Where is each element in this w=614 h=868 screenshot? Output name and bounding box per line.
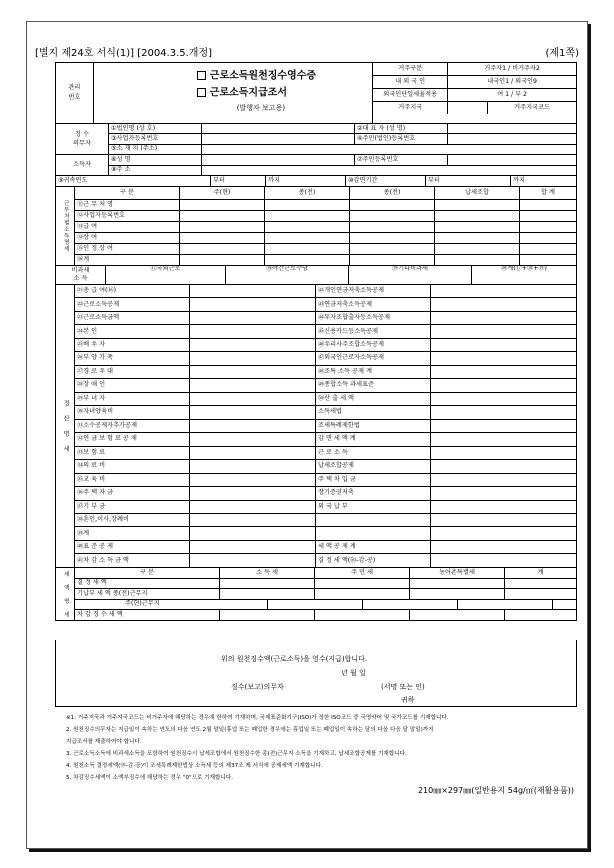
calc-row-label: 근 로 소 득	[318, 448, 348, 456]
earner-label: 소득자	[73, 160, 91, 168]
tax-table: 구 분 소 득 세 주 민 세 농어촌특별세 계 결 정 세 액 기납부 세 액 종(전)근무지 주(현)근무지 차 감 징 수 세 액	[74, 568, 576, 620]
calc-row-label: ㊴계	[77, 529, 90, 537]
note-line: 4. 원천소득 결정세액(㊿-감-공)이 조세특례제한법상 소득세 등의 제37조 제 서식에 공제세액 기재합니다.	[66, 763, 323, 769]
checkbox-icon[interactable]	[197, 71, 206, 80]
calc-row-value[interactable]	[189, 541, 315, 553]
declaration-sign: (서명 또는 인)	[381, 683, 425, 691]
calc-row-label: 납세조합공제	[318, 462, 354, 470]
calc-row-value[interactable]	[430, 514, 576, 526]
calc-row-label: 소득세법	[318, 408, 342, 416]
note-line: 5. 차감징수세액이 소액부징수에 해당하는 경우 "0"으로 기재합니다.	[66, 775, 233, 781]
calc-row-label: ㉒근로소득공제	[77, 300, 120, 308]
form-header-left: [별지 제24호 서식(1)] [2004.3.5.개정]	[35, 48, 213, 59]
calc-row-value[interactable]	[189, 487, 315, 499]
calc-row-label: ㊶차 감 소 득 금 액	[77, 556, 129, 564]
receipt-form: 관리 번호 근로소득원천징수영수증 근로소득지급조서 (발행자 보고용) 거주구분 거주자1 / 비거주자2 내 외 국 인 내국인1 / 외국인9 외국인단일세율적용 여 1 / 부 2 거주지국 거주지국코드 징 수 의무자 ①법인명 (상 호) ②대 표 자 (성 명) ③사업자등록번호 ④주민(법인)등록번호 ⑤소 재 지 (주소) 소득자 ⑥성 명 ⑦주민등록번호 ⑧주 소 ⑨귀속연도 부터 까지 ⑩감면기간 부터 까지 근무처별소득명세 구 분 주(현) 종(전) 종(전) 납세조합 합 계 ⑪근 무 처 명 ⑫사업자등록번호 ⑬급 여 ⑭상 여 ⑮인 정 상 여 ⑯계 비과세 소 득 ⑰국외근로 ⑱야간근로수당 ⑲기타비과세 ⑳계(⑰+⑱+⑲) 정 산 명 세 ㉑총 급 여(⑯) ㉒근로소득공제 ㉓근로소득금액 ㉔본 인 ㉕배 우 자 ㉖부 양 가 족 ㉗경 로 우 대 ㉘장 애 인 ㉙부 녀 자 ㉚자녀양육비 ㉛소수공제자추가공제 ㉜연 금 보 험 료 공 제 ㉝보 험 료 ㉞의 료 비 ㉟교 육 비 ㊱주 택 자 금 ㊲기 부 금 ㊳혼인,이사,장례비 ㊴계 ㊵표 준 공 제 ㊶차 감 소 득 금 액 ㊷개인연금저축소득공제 ㊸연금저축소득공제 ㊹투자조합출자등소득공제 ㊺신용카드등소득공제 ㊻우리사주조합소득공제 ㊼외국인근로자소득공제 ㊽조특 소득 공제 계 ㊾종합소득 과세표준 ㊿산 출 세 액 소득세법 조세특례제한법 감 면 세 액 계 근 로 소 득 납세조합공제 주 택 차 입 금 장기증권저축 외 국 납 부 세 액 공 제 계 결 정 세 액(㊿-감-공) 세 액 명 세 구 분 소 득 세 주 민 세 농어촌특별세 계 결 정 세 액 기납부 세 액 종(전)근무지 주(현)근무지 차 감 징 수 세 액	[55, 62, 577, 621]
calc-row-value[interactable]	[189, 366, 315, 378]
calc-row-label: ㉕배 우 자	[77, 341, 106, 348]
calc-row-label: ㉘장 애 인	[77, 381, 106, 389]
calc-row-value[interactable]	[430, 312, 576, 324]
paper-spec: 210㎜×297㎜(일반용지 54g/㎡(재활용품))	[417, 786, 574, 795]
calc-row-label: ㊷개인연금저축소득공제	[318, 287, 384, 295]
calc-row-label: 감 면 세 액 계	[318, 435, 356, 443]
calc-row-label	[316, 527, 430, 539]
note-line: 2. 원천징수의무자는 지급일이 속하는 연도의 다음 연도 2월 말일(휴업 또는 폐업한 경우에는 휴업일 또는 폐업일이 속하는 달의 다음 다음 달 말일)까지	[66, 727, 434, 733]
calc-right-column	[315, 285, 576, 567]
calc-row-value[interactable]	[430, 554, 576, 566]
note-line: ※1. 거주지국과 거주지국코드는 비거주자에 해당하는 경우에 한하여 기재하며, 국제표준화기구(ISO)가 정한 ISO코드 중 국명약어 및 국가코드를 기재합니다.	[66, 715, 449, 721]
work-table: 구 분 주(현) 종(전) 종(전) 납세조합 합 계 ⑪근 무 처 명 ⑫사업자등록번호 ⑬급 여 ⑭상 여 ⑮인 정 상 여 ⑯계	[74, 187, 576, 265]
calc-row-label: ㉑총 급 여(⑯)	[77, 287, 117, 295]
calc-row-value[interactable]	[430, 339, 576, 351]
notes	[66, 712, 576, 784]
calc-row-label: ㉜연 금 보 험 료 공 제	[77, 435, 137, 443]
calc-row-value[interactable]	[430, 393, 576, 405]
calc-row-value[interactable]	[189, 554, 315, 566]
declaration-line: 위의 원천징수액(근로소득)을 영수(지급)합니다.	[221, 655, 368, 663]
calc-row-label: 장기증권저축	[318, 489, 354, 497]
calc-row-value[interactable]	[189, 379, 315, 391]
calc-row-value[interactable]	[189, 393, 315, 405]
calc-row-label: ㊻우리사주조합소득공제	[318, 341, 384, 348]
calc-row-value[interactable]	[189, 447, 315, 459]
calc-row-label: ㊿산 출 세 액	[318, 394, 354, 402]
calc-row-label: ㊸연금저축소득공제	[318, 300, 373, 308]
admin-number-label: 관리 번호	[68, 84, 81, 101]
calc-row-value[interactable]	[430, 298, 576, 310]
calc-row-value[interactable]	[189, 514, 315, 526]
calc-row-label: 주 택 차 입 금	[318, 475, 356, 483]
calc-row-label: ㊵표 준 공 제	[77, 543, 113, 551]
calc-row-value[interactable]	[189, 460, 315, 472]
calc-row-label: 조세특례제한법	[318, 421, 360, 429]
calc-row-label: ㉓근로소득금액	[77, 314, 120, 322]
calc-row-value[interactable]	[189, 433, 315, 445]
checkbox-icon[interactable]	[197, 88, 206, 97]
calc-row-label: ㉔본 인	[77, 327, 98, 335]
calc-row-label: ㊽조특 소득 공제 계	[318, 367, 372, 375]
calc-row-label: ㊾종합소득 과세표준	[318, 381, 374, 389]
form-header-right: (제1쪽)	[545, 48, 579, 59]
calc-row-value[interactable]	[189, 298, 315, 310]
calc-row-label: ㊲기 부 금	[77, 502, 106, 510]
calc-left-column	[74, 285, 315, 567]
calc-row-value[interactable]	[430, 474, 576, 486]
title-note: (발행자 보고용)	[236, 104, 286, 112]
tax-section-label: 세 액 명 세	[62, 570, 69, 618]
title-withholding-receipt: 근로소득원천징수영수증	[197, 71, 316, 82]
declaration-date: 년 월 일	[341, 669, 366, 677]
calc-row-value[interactable]	[430, 420, 576, 432]
calc-row-value[interactable]	[430, 460, 576, 472]
note-line: 지급조서를 제출하여야 합니다.	[66, 739, 142, 745]
calc-row-value[interactable]	[189, 501, 315, 513]
calc-row-value[interactable]	[189, 406, 315, 418]
calc-row-label	[316, 514, 430, 526]
calc-row-label: ㉗경 로 우 대	[77, 367, 113, 375]
calc-row-value[interactable]	[430, 352, 576, 364]
calc-row-label: ㊳혼인,이사,장례비	[77, 516, 129, 524]
calc-row-label: ㉖부 양 가 족	[77, 354, 113, 362]
note-line: 3. 근로소득소득에 비과세소득을 포함하여 원천징수시 납세조합에서 원천징수한 종(전)근무지 소득을 기재하고, 납세조합공제를 기재합니다.	[66, 751, 407, 757]
calc-row-label: 외 국 납 부	[318, 502, 348, 510]
calc-row-value[interactable]	[430, 406, 576, 418]
calc-row-value[interactable]	[430, 285, 576, 297]
calc-row-value[interactable]	[430, 527, 576, 539]
calc-row-value[interactable]	[430, 501, 576, 513]
calc-row-value[interactable]	[430, 487, 576, 499]
calc-row-value[interactable]	[430, 433, 576, 445]
calc-row-label: ㉞의 료 비	[77, 462, 106, 470]
declaration-recipient: 귀하	[401, 696, 415, 704]
work-section-label: 근무처별소득명세	[62, 200, 69, 252]
calc-row-value[interactable]	[189, 474, 315, 486]
declaration-payer: 징수(보고)의무자	[231, 683, 284, 691]
calc-row-label: ㉚자녀양육비	[77, 408, 114, 416]
calc-row-label: ㊼외국인근로자소득공제	[318, 354, 384, 362]
calc-row-label: 세 액 공 제 계	[318, 543, 356, 551]
calc-row-label: ㊱주 택 자 금	[77, 489, 113, 497]
calc-row-value[interactable]	[189, 352, 315, 364]
calc-row-value[interactable]	[430, 541, 576, 553]
calc-row-label: ㉙부 녀 자	[77, 394, 106, 402]
title-payment-statement: 근로소득지급조서	[197, 88, 287, 99]
calc-row-value[interactable]	[189, 325, 315, 337]
calc-row-label: ㊺신용카드등소득공제	[318, 327, 378, 335]
calc-row-value[interactable]	[189, 420, 315, 432]
calc-row-value[interactable]	[189, 527, 315, 539]
calc-row-value[interactable]	[430, 447, 576, 459]
calc-row-value[interactable]	[189, 312, 315, 324]
calc-row-label: ㉟교 육 비	[77, 475, 106, 483]
calc-section-label: 정 산 명 세	[62, 399, 70, 453]
calc-row-label: ㊹투자조합출자등소득공제	[318, 314, 390, 322]
calc-row-label: 결 정 세 액(㊿-감-공)	[318, 556, 376, 564]
calc-row-value[interactable]	[430, 379, 576, 391]
calc-row-value[interactable]	[430, 325, 576, 337]
calc-row-value[interactable]	[189, 285, 315, 297]
calc-row-value[interactable]	[430, 366, 576, 378]
calc-row-value[interactable]	[189, 339, 315, 351]
declaration-box	[55, 640, 577, 707]
payer-label: 징 수 의무자	[73, 131, 91, 147]
calc-row-label: ㉛소수공제자추가공제	[77, 421, 137, 429]
calc-row-label: ㉝보 험 료	[77, 448, 106, 456]
